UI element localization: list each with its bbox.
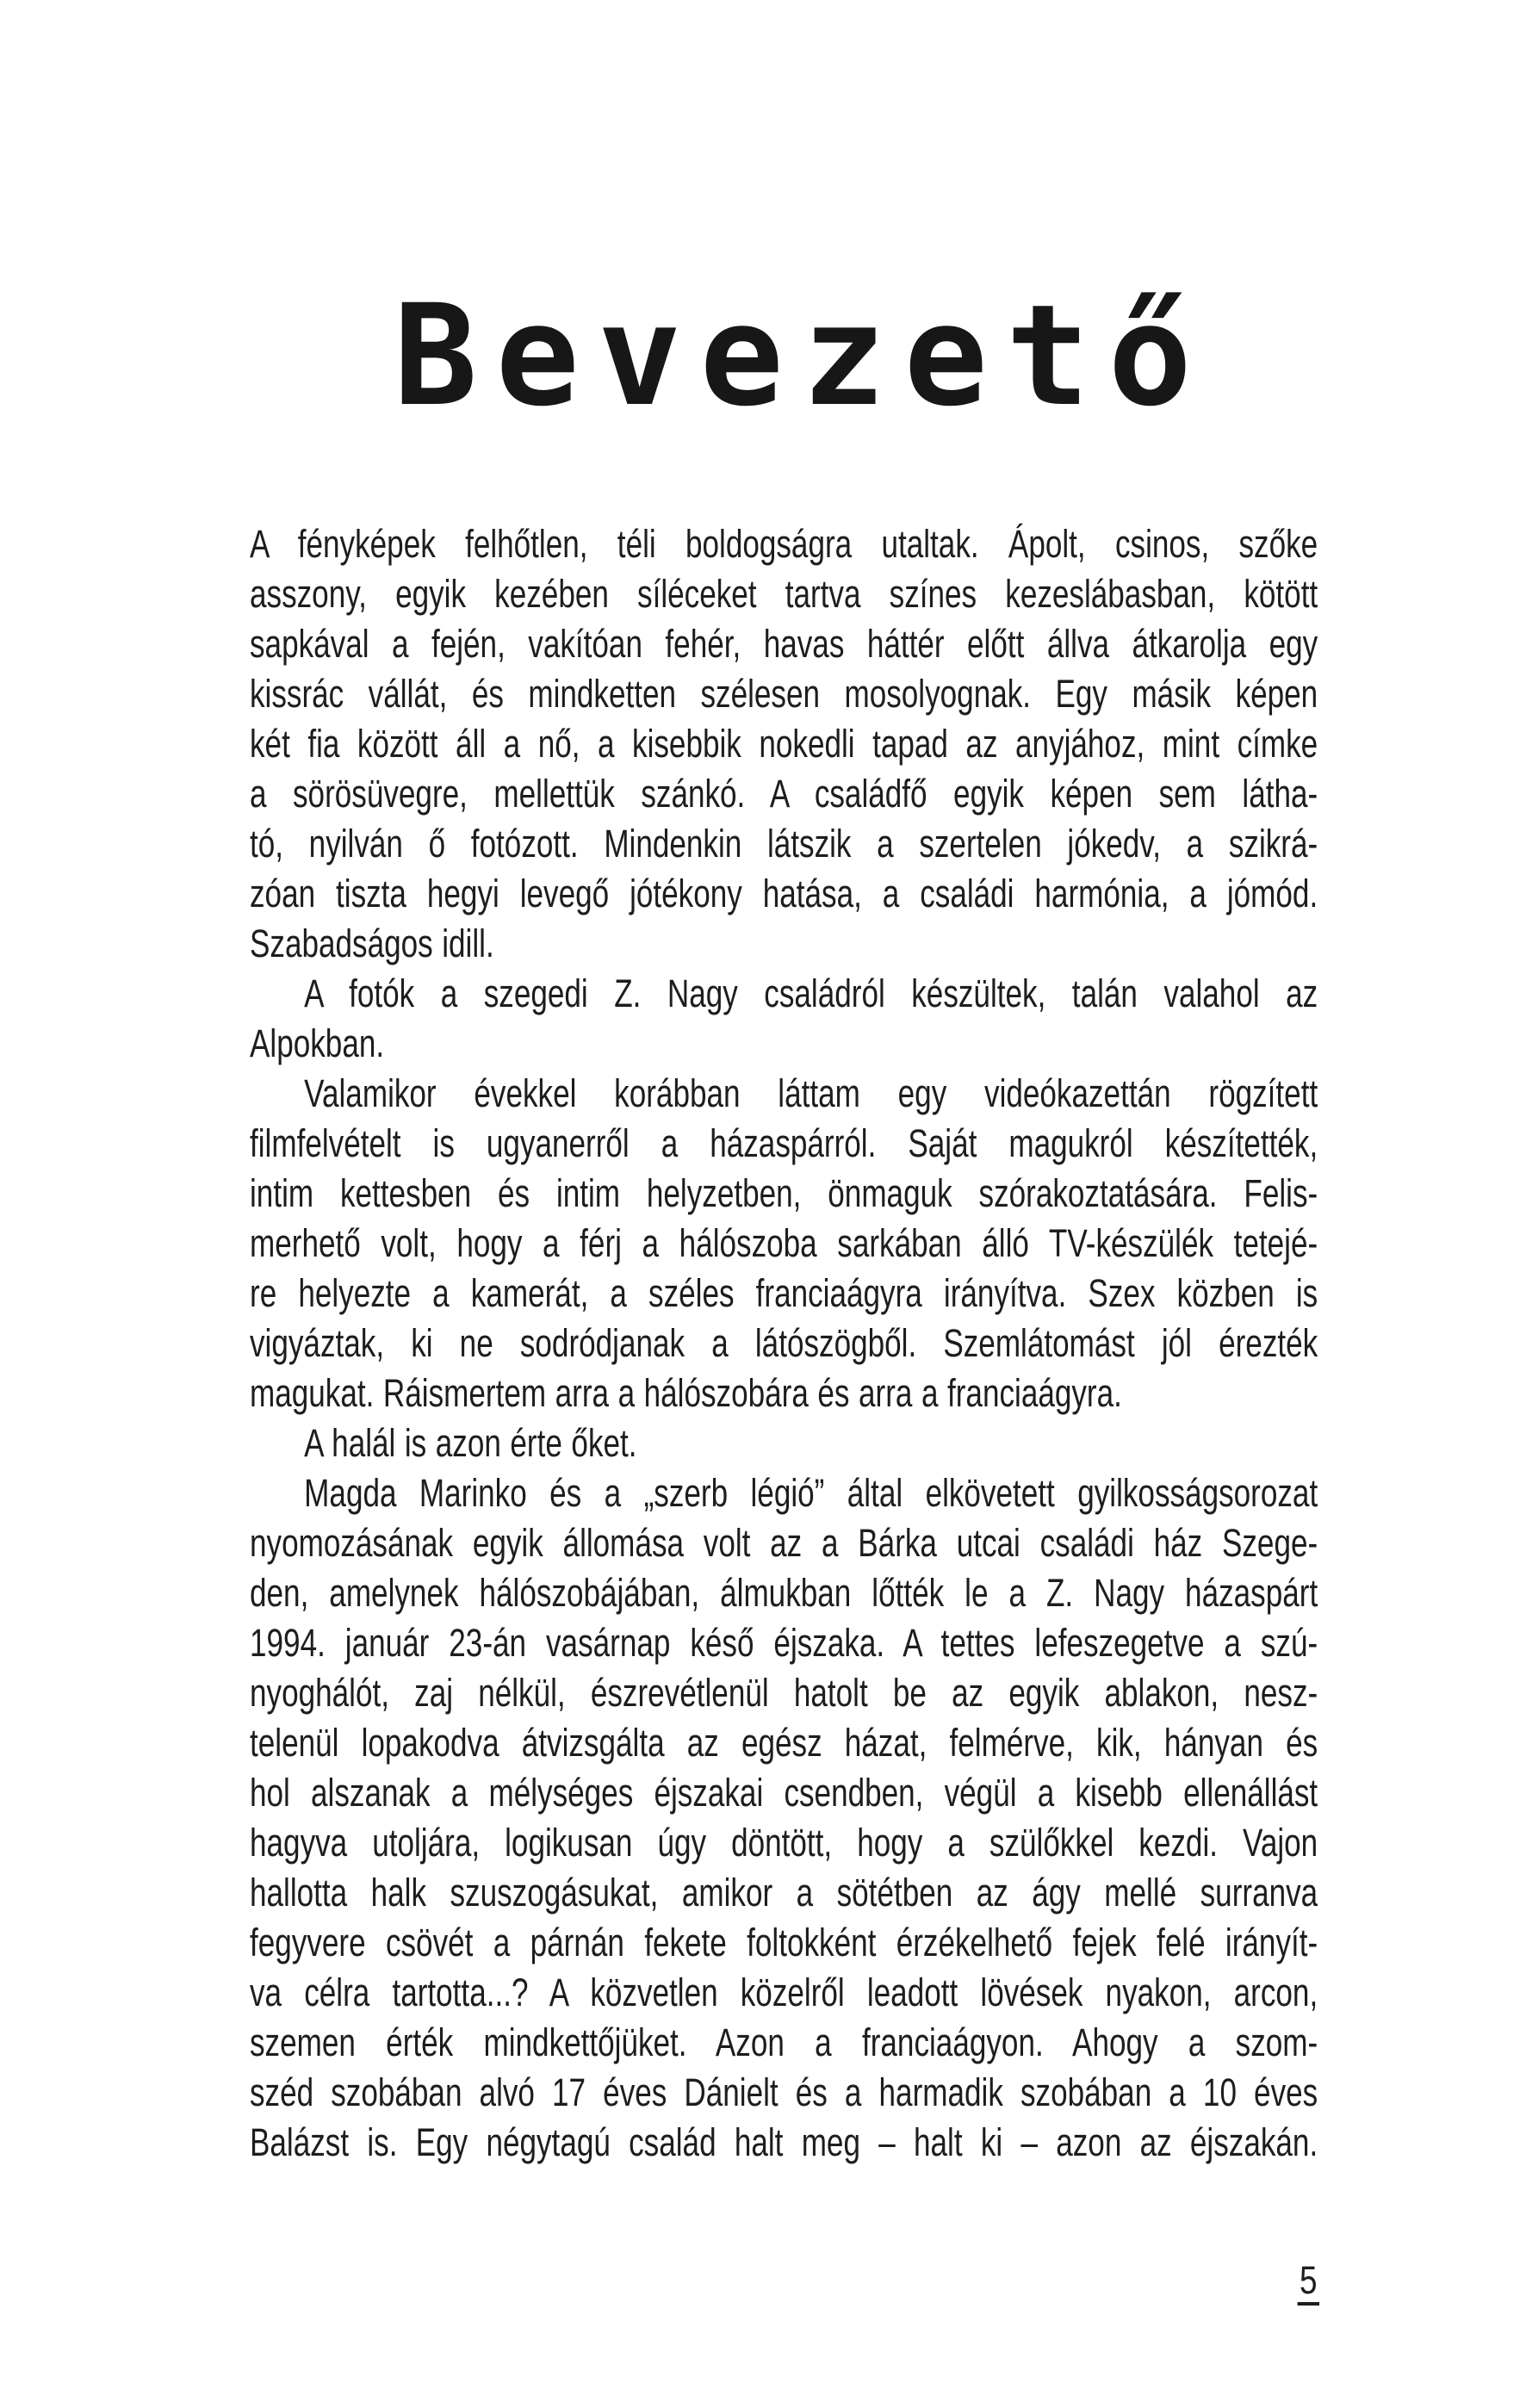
- text-line: Valamikor évekkel korábban láttam egy videókazettán rögzített: [304, 1071, 1318, 1115]
- text-line: A fotók a szegedi Z. Nagy családról készültek, talán valahol az: [304, 971, 1318, 1015]
- text-line: den, amelynek hálószobájában, álmukban lőtték le a Z. Nagy házaspárt: [250, 1571, 1318, 1615]
- text-line: telenül lopakodva átvizsgálta az egész házat, felmérve, kik, hányan és: [250, 1721, 1318, 1765]
- text-line: re helyezte a kamerát, a széles franciaágyra irányítva. Szex közben is: [250, 1271, 1318, 1315]
- paragraph: [250, 1069, 1318, 1418]
- paragraph: [250, 969, 1318, 1069]
- text-line: két fia között áll a nő, a kisebbik nokedli tapad az anyjához, mint címke: [250, 722, 1318, 766]
- paragraph: [250, 1468, 1318, 2168]
- text-line: magukat. Ráismertem arra a hálószobára és arra a franciaágyra.: [250, 1371, 1122, 1415]
- text-line: hallotta halk szuszogásukat, amikor a sötétben az ágy mellé surranva: [250, 1871, 1318, 1915]
- text-line: sapkával a fején, vakítóan fehér, havas háttér előtt állva átkarolja egy: [250, 622, 1318, 666]
- text-line: 1994. január 23-án vasárnap késő éjszaka. A tettes lefeszegetve a szú-: [250, 1621, 1318, 1665]
- text-line: kissrác vállát, és mindketten szélesen mosolyognak. Egy másik képen: [250, 672, 1318, 716]
- text-line: a sörösüvegre, mellettük szánkó. A családfő egyik képen sem látha-: [250, 772, 1318, 816]
- text-line: Alpokban.: [250, 1021, 385, 1065]
- paragraph: [250, 1418, 1318, 1468]
- text-line: va célra tartotta...? A közvetlen közelről leadott lövések nyakon, arcon,: [250, 1970, 1318, 2014]
- text-line: vigyáztak, ki ne sodródjanak a látószögből. Szemlátomást jól érezték: [250, 1321, 1318, 1365]
- text-line: A halál is azon érte őket.: [304, 1421, 637, 1465]
- text-line: Magda Marinko és a „szerb légió” által elkövetett gyilkosságsorozat: [304, 1471, 1318, 1515]
- paragraph: [250, 519, 1318, 969]
- text-line: merhető volt, hogy a férj a hálószoba sarkában álló TV-készülék tetejé-: [250, 1221, 1318, 1265]
- text-line: Szabadságos idill.: [250, 922, 494, 965]
- text-line: fegyvere csövét a párnán fekete foltokként érzékelhető fejek felé irányít-: [250, 1921, 1318, 1964]
- body-text: [250, 519, 1318, 2168]
- text-line: hol alszanak a mélységes éjszakai csendben, végül a kisebb ellenállást: [250, 1771, 1318, 1815]
- text-line: hagyva utoljára, logikusan úgy döntött, hogy a szülőkkel kezdi. Vajon: [250, 1821, 1318, 1865]
- text-line: zóan tiszta hegyi levegő jótékony hatása, a családi harmónia, a jómód.: [250, 872, 1318, 915]
- page-number: 5: [1298, 2260, 1319, 2306]
- text-line: nyomozásának egyik állomása volt az a Bárka utcai családi ház Szege-: [250, 1521, 1318, 1565]
- text-line: A fényképek felhőtlen, téli boldogságra utaltak. Ápolt, csinos, szőke: [250, 522, 1318, 566]
- text-line: szemen érték mindkettőjüket. Azon a franciaágyon. Ahogy a szom-: [250, 2020, 1318, 2064]
- text-line: intim kettesben és intim helyzetben, önmaguk szórakoztatására. Felis-: [250, 1171, 1318, 1215]
- text-line: asszony, egyik kezében síléceket tartva színes kezeslábasban, kötött: [250, 572, 1318, 616]
- text-line: tó, nyilván ő fotózott. Mindenkin látszik a szertelen jókedv, a szikrá-: [250, 822, 1318, 866]
- text-line: nyoghálót, zaj nélkül, észrevétlenül hatolt be az egyik ablakon, nesz-: [250, 1671, 1318, 1715]
- chapter-title: Bevezető: [393, 276, 1211, 438]
- text-line: széd szobában alvó 17 éves Dánielt és a harmadik szobában a 10 éves: [250, 2070, 1318, 2114]
- text-line: filmfelvételt is ugyanerről a házaspárról. Saját magukról készítették,: [250, 1121, 1318, 1165]
- text-line: Balázst is. Egy négytagú család halt meg – halt ki – azon az éjszakán.: [250, 2120, 1318, 2164]
